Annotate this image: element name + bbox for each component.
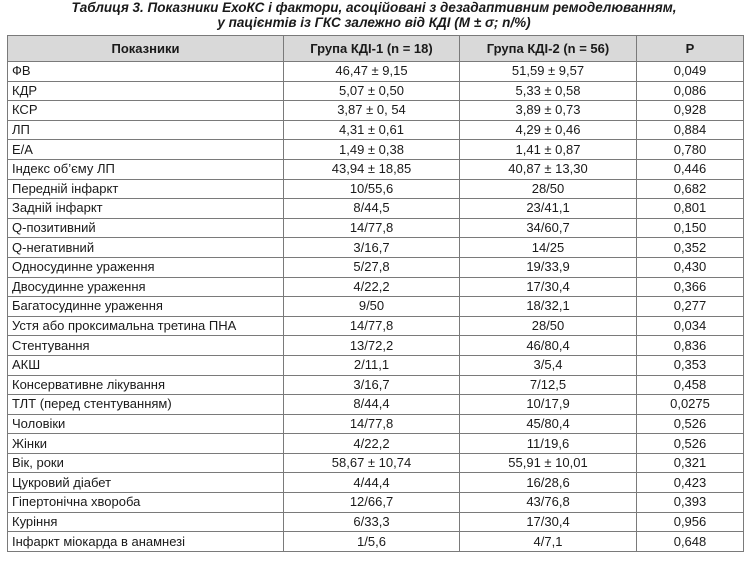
cell-p-value: 0,682	[637, 179, 744, 199]
table-row	[8, 199, 744, 219]
table-row	[8, 257, 744, 277]
cell-group-2: 51,59 ± 9,57	[460, 62, 637, 82]
table-row	[8, 120, 744, 140]
table-row	[8, 355, 744, 375]
cell-indicator: E/A	[8, 140, 284, 160]
cell-group-1: 3/16,7	[284, 375, 460, 395]
cell-group-2: 7/12,5	[460, 375, 637, 395]
table-row	[8, 140, 744, 160]
cell-group-2: 14/25	[460, 238, 637, 258]
cell-indicator: Куріння	[8, 512, 284, 532]
table-row	[8, 532, 744, 552]
cell-p-value: 0,801	[637, 199, 744, 219]
cell-indicator: Передній інфаркт	[8, 179, 284, 199]
cell-p-value: 0,049	[637, 62, 744, 82]
cell-indicator: Q-позитивний	[8, 218, 284, 238]
cell-group-1: 3/16,7	[284, 238, 460, 258]
table-row	[8, 297, 744, 317]
cell-group-1: 9/50	[284, 297, 460, 317]
cell-group-2: 23/41,1	[460, 199, 637, 219]
table-row	[8, 62, 744, 82]
cell-indicator: Q-негативний	[8, 238, 284, 258]
cell-indicator: Гіпертонічна хвороба	[8, 493, 284, 513]
cell-group-2: 16/28,6	[460, 473, 637, 493]
table-row	[8, 512, 744, 532]
cell-group-2: 45/80,4	[460, 414, 637, 434]
cell-group-1: 4,31 ± 0,61	[284, 120, 460, 140]
cell-group-1: 1/5,6	[284, 532, 460, 552]
cell-p-value: 0,526	[637, 414, 744, 434]
cell-group-1: 46,47 ± 9,15	[284, 62, 460, 82]
cell-group-2: 17/30,4	[460, 277, 637, 297]
table-row	[8, 277, 744, 297]
cell-indicator: ЛП	[8, 120, 284, 140]
cell-indicator: Чоловіки	[8, 414, 284, 434]
table-row	[8, 493, 744, 513]
caption-line-2: у пацієнтів із ГКС залежно від КДІ (M ± σ; n/%)	[217, 15, 531, 30]
cell-group-1: 1,49 ± 0,38	[284, 140, 460, 160]
table-caption	[0, 0, 748, 30]
cell-indicator: Вік, роки	[8, 453, 284, 473]
table-row	[8, 453, 744, 473]
cell-group-2: 28/50	[460, 316, 637, 336]
cell-p-value: 0,430	[637, 257, 744, 277]
cell-p-value: 0,321	[637, 453, 744, 473]
cell-group-2: 18/32,1	[460, 297, 637, 317]
cell-p-value: 0,648	[637, 532, 744, 552]
cell-p-value: 0,956	[637, 512, 744, 532]
table-row	[8, 218, 744, 238]
cell-indicator: Двосудинне ураження	[8, 277, 284, 297]
cell-p-value: 0,086	[637, 81, 744, 101]
cell-group-2: 46/80,4	[460, 336, 637, 356]
cell-group-1: 5,07 ± 0,50	[284, 81, 460, 101]
cell-group-1: 8/44,4	[284, 395, 460, 415]
cell-group-2: 3/5,4	[460, 355, 637, 375]
cell-indicator: Консервативне лікування	[8, 375, 284, 395]
cell-group-1: 8/44,5	[284, 199, 460, 219]
cell-group-1: 12/66,7	[284, 493, 460, 513]
cell-p-value: 0,836	[637, 336, 744, 356]
cell-p-value: 0,780	[637, 140, 744, 160]
cell-group-1: 2/11,1	[284, 355, 460, 375]
table-row	[8, 159, 744, 179]
cell-indicator: Жінки	[8, 434, 284, 454]
cell-group-1: 14/77,8	[284, 316, 460, 336]
table-row	[8, 81, 744, 101]
data-table	[7, 35, 744, 552]
cell-indicator: КДР	[8, 81, 284, 101]
cell-p-value: 0,446	[637, 159, 744, 179]
cell-p-value: 0,366	[637, 277, 744, 297]
cell-indicator: Устя або проксимальна третина ПНА	[8, 316, 284, 336]
cell-indicator: Односудинне ураження	[8, 257, 284, 277]
cell-group-2: 5,33 ± 0,58	[460, 81, 637, 101]
cell-group-2: 4,29 ± 0,46	[460, 120, 637, 140]
cell-p-value: 0,423	[637, 473, 744, 493]
cell-indicator: Інфаркт міокарда в анамнезі	[8, 532, 284, 552]
cell-p-value: 0,150	[637, 218, 744, 238]
table-row	[8, 336, 744, 356]
cell-p-value: 0,526	[637, 434, 744, 454]
header-row	[8, 36, 744, 62]
cell-group-1: 10/55,6	[284, 179, 460, 199]
cell-indicator: Багатосудинне ураження	[8, 297, 284, 317]
cell-group-2: 17/30,4	[460, 512, 637, 532]
cell-group-1: 58,67 ± 10,74	[284, 453, 460, 473]
cell-group-1: 6/33,3	[284, 512, 460, 532]
header-group-1: Група КДІ-1 (n = 18)	[284, 36, 460, 62]
header-group-2: Група КДІ-2 (n = 56)	[460, 36, 637, 62]
cell-group-2: 34/60,7	[460, 218, 637, 238]
table-row	[8, 414, 744, 434]
cell-p-value: 0,458	[637, 375, 744, 395]
cell-group-2: 11/19,6	[460, 434, 637, 454]
table-row	[8, 179, 744, 199]
cell-indicator: КСР	[8, 101, 284, 121]
cell-group-1: 4/44,4	[284, 473, 460, 493]
table-row	[8, 316, 744, 336]
table-body	[8, 62, 744, 552]
cell-group-1: 13/72,2	[284, 336, 460, 356]
cell-p-value: 0,928	[637, 101, 744, 121]
cell-group-2: 10/17,9	[460, 395, 637, 415]
cell-group-1: 4/22,2	[284, 277, 460, 297]
cell-indicator: Стентування	[8, 336, 284, 356]
table-row	[8, 375, 744, 395]
cell-p-value: 0,034	[637, 316, 744, 336]
cell-group-2: 55,91 ± 10,01	[460, 453, 637, 473]
cell-indicator: АКШ	[8, 355, 284, 375]
cell-p-value: 0,352	[637, 238, 744, 258]
cell-group-2: 43/76,8	[460, 493, 637, 513]
cell-group-1: 5/27,8	[284, 257, 460, 277]
cell-indicator: ФВ	[8, 62, 284, 82]
header-indicators: Показники	[8, 36, 284, 62]
cell-group-2: 3,89 ± 0,73	[460, 101, 637, 121]
header-p: P	[637, 36, 744, 62]
cell-group-1: 14/77,8	[284, 414, 460, 434]
caption-line-1: Таблиця 3. Показники ЕхоКС і фактори, асоційовані з дезадаптивним ремоделюванням,	[71, 0, 677, 15]
table-row	[8, 434, 744, 454]
cell-indicator: ТЛТ (перед стентуванням)	[8, 395, 284, 415]
cell-group-2: 4/7,1	[460, 532, 637, 552]
cell-group-1: 43,94 ± 18,85	[284, 159, 460, 179]
table-row	[8, 101, 744, 121]
table-row	[8, 473, 744, 493]
cell-group-2: 28/50	[460, 179, 637, 199]
cell-p-value: 0,884	[637, 120, 744, 140]
cell-group-1: 4/22,2	[284, 434, 460, 454]
cell-indicator: Індекс об’єму ЛП	[8, 159, 284, 179]
cell-group-1: 14/77,8	[284, 218, 460, 238]
table-row	[8, 238, 744, 258]
cell-p-value: 0,0275	[637, 395, 744, 415]
cell-p-value: 0,277	[637, 297, 744, 317]
cell-p-value: 0,393	[637, 493, 744, 513]
cell-group-2: 40,87 ± 13,30	[460, 159, 637, 179]
cell-indicator: Цукровий діабет	[8, 473, 284, 493]
cell-group-1: 3,87 ± 0, 54	[284, 101, 460, 121]
table-row	[8, 395, 744, 415]
cell-group-2: 1,41 ± 0,87	[460, 140, 637, 160]
cell-indicator: Задній інфаркт	[8, 199, 284, 219]
cell-p-value: 0,353	[637, 355, 744, 375]
cell-group-2: 19/33,9	[460, 257, 637, 277]
